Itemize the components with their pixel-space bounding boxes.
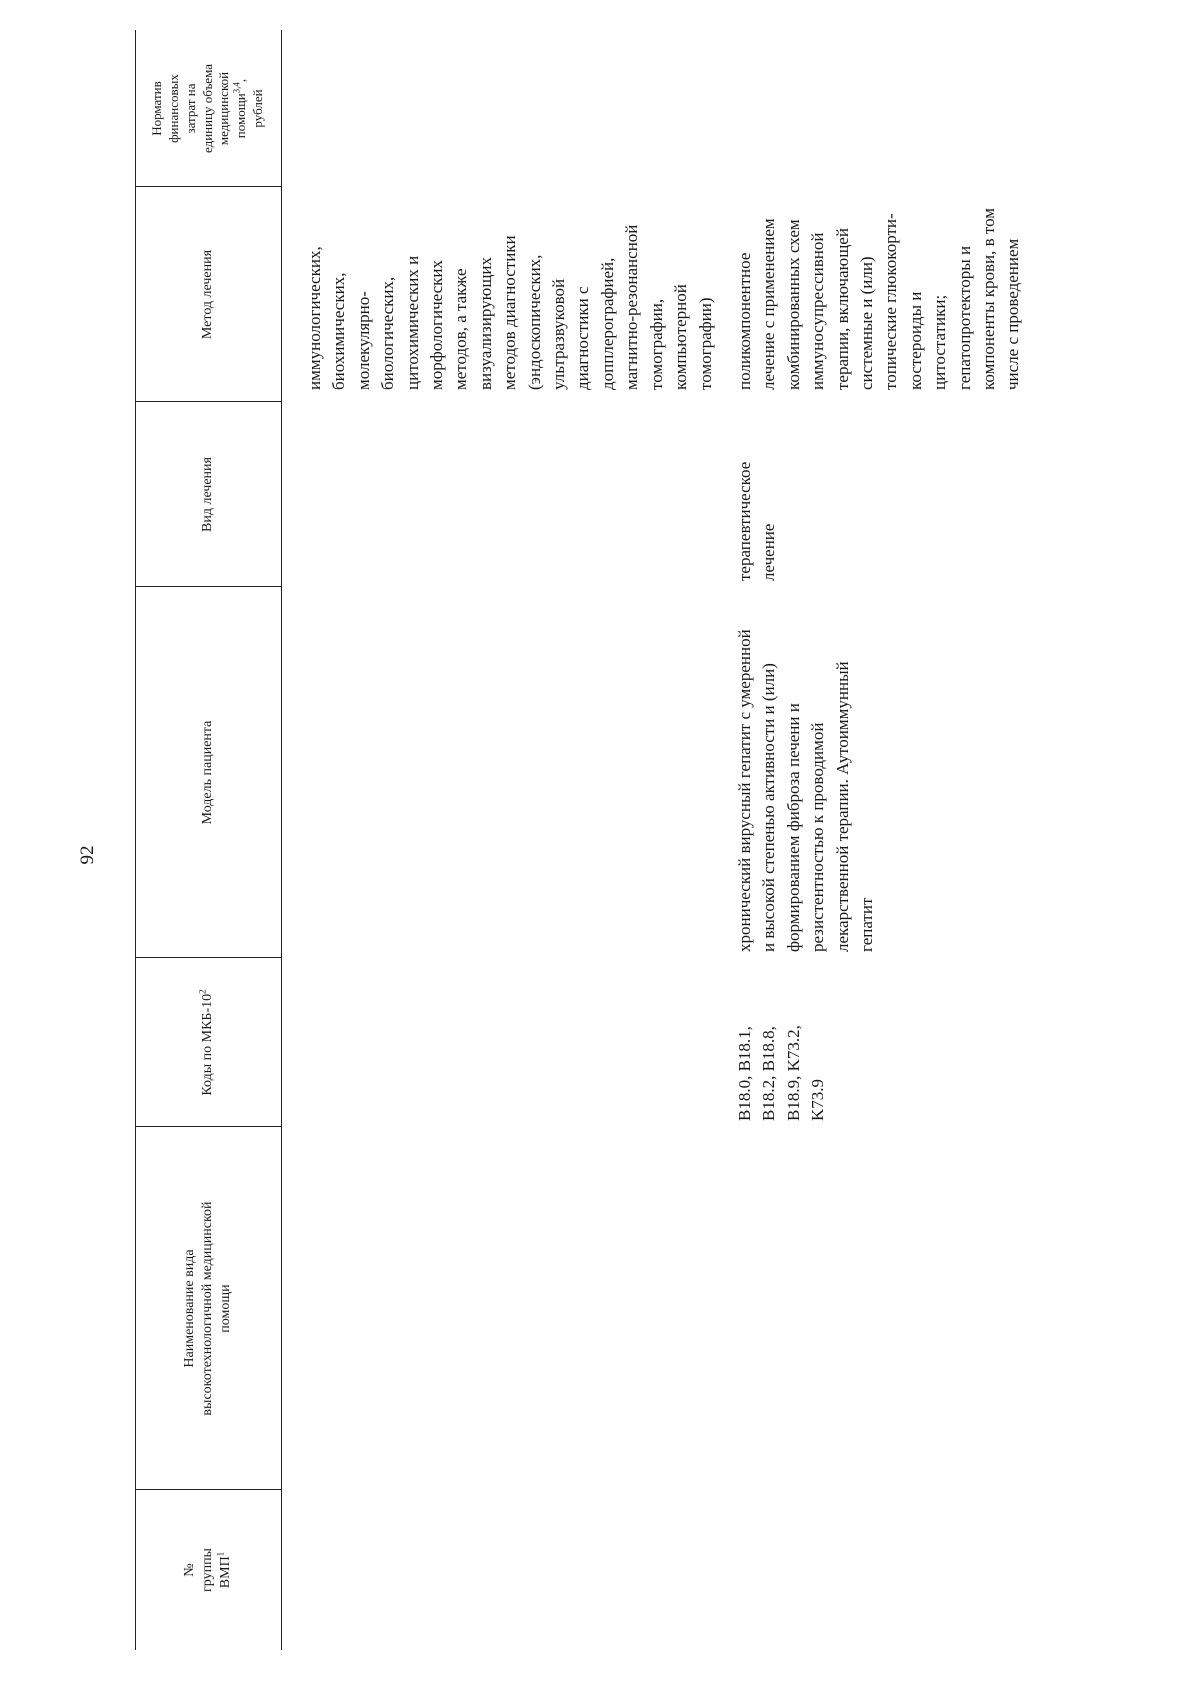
header-group-no-line1: № bbox=[181, 1563, 197, 1577]
row-icd-codes: B18.0, B18.1, B18.2, B18.8, B18.9, K73.2, K73.9 bbox=[735, 1025, 828, 1121]
header-vmp-name-line2: высокотехнологичной медицинской bbox=[199, 1201, 215, 1416]
header-patient-model: Модель пациента bbox=[199, 720, 215, 825]
row-patient-model: хронический вирусный гепатит с умеренной и высокой степенью активности и (или) формированием фиброза печени и резистентностью к проводимой лекарственной терапии. Аутоиммунный гепатит bbox=[735, 629, 877, 952]
header-bottom-rule bbox=[281, 30, 282, 1650]
header-cost-norm: Норматив финансовых затрат на единицу объема медицинской помощи$^{3,4}$, рублей bbox=[148, 64, 266, 153]
header-vmp-name bbox=[135, 1127, 281, 1490]
header-treatment-type: Вид лечения bbox=[199, 457, 215, 532]
header-group-no bbox=[135, 1490, 281, 1650]
row-treatment-method: поликомпонентное лечение с применением комбинированных схем иммуносупрессивной терапии, включающей системные и (или) топические глюкокорти- костероиды и цитостатики; гепатопротекторы и компоненты крови, в том числе с проведением bbox=[735, 207, 1023, 390]
header-group-no-line3: ВМП$^1$ bbox=[215, 1551, 234, 1589]
header-treatment-method: Метод лечения bbox=[199, 249, 215, 340]
page-number: 92 bbox=[77, 845, 98, 865]
header-vmp-name-line3: помощи bbox=[218, 1284, 234, 1333]
header-vmp-name-line1: Наименование вида bbox=[181, 1249, 197, 1368]
rotated-table bbox=[135, 30, 1055, 1650]
header-icd-codes: Коды по МКБ-$10^2$ bbox=[197, 989, 215, 1096]
header-group-no-line2: группы bbox=[199, 1548, 215, 1592]
method-continuation: иммунологических, биохимических, молекулярно- биологических, цитохимических и морфологических методов, а также визуализирующих методов диагностики (эндоскопических, ультразвуковой диагностики с допплерографией, магнитно-резонансной томографии, компьютерной томографии) bbox=[305, 224, 715, 390]
row-treatment-type: терапевтическое лечение bbox=[735, 461, 779, 581]
